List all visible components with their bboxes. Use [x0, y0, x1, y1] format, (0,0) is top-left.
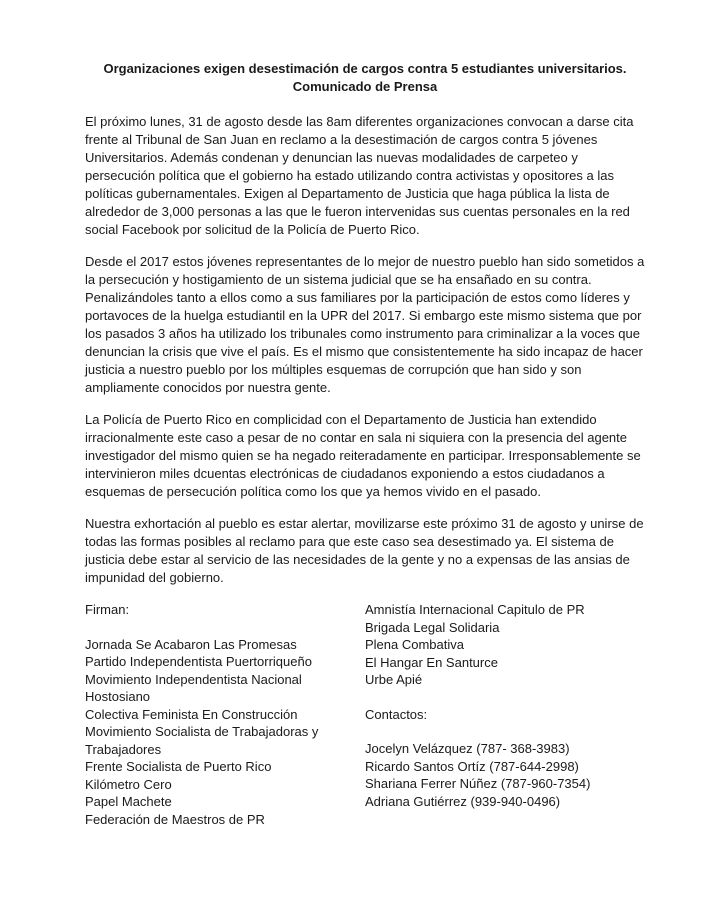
paragraph: Desde el 2017 estos jóvenes representantes de lo mejor de nuestro pueblo han sido sometidos a la persecución y hostigamiento de un sistema judicial que se ha ensañado en su contra. Penalizándoles tanto a ellos como a sus familiares por la participación de estos como líderes y portavoces de la huelga estudiantil en la UPR del 2017. Si embargo este mismo sistema que por los pasados 3 años ha utilizado los tribunales como instrumento para criminalizar a la voces que denuncian la crisis que vive el país. Es el mismo que consistentemente ha sido incapaz de hacer justicia a nuestro pueblo por los múltiples esquemas de corrupción que han sido y son ampliamente conocidos por nuestra gente.: [85, 254, 645, 395]
title-block: [85, 60, 645, 96]
signatory: Papel Machete: [85, 794, 172, 809]
signatory: Jornada Se Acabaron Las Promesas: [85, 636, 297, 652]
contact-item: Shariana Ferrer Núñez (787-960-7354): [365, 776, 591, 791]
contact-item: Jocelyn Velázquez (787- 368-3983): [365, 741, 570, 756]
signatory: Movimiento Socialista de Trabajadoras y: [85, 724, 319, 739]
signatories-heading: Firman:: [85, 602, 130, 617]
signatory: Movimiento Independentista Nacional: [85, 671, 302, 687]
signatory: Brigada Legal Solidaria: [365, 619, 500, 635]
paragraph: El próximo lunes, 31 de agosto desde las 8am diferentes organizaciones convocan a darse cita frente al Tribunal de San Juan en reclamo a la desestimación de cargos contra 5 jóvenes Universitarios. Además condenan y denuncian las nuevas modalidades de carpeteo y persecución política que el gobierno ha estado utilizando contra activistas y opositores a las políticas gubernamentales. Exigen al Departamento de Justicia que haga pública la lista de alrededor de 3,000 personas a las que le fueron intervenidas sus cuentas personales en la red social Facebook por solicitud de la Policía de Puerto Rico.: [85, 114, 634, 237]
signatory: Urbe Apié: [365, 672, 423, 687]
signatory: Partido Independentista Puertorriqueño: [85, 654, 312, 669]
signatories-right-column: [365, 601, 645, 828]
contacts-heading: Contactos:: [365, 706, 428, 722]
signature-section: [85, 601, 645, 828]
signatories-left-column: [85, 601, 355, 828]
contact-item: Ricardo Santos Ortíz (787-644-2998): [365, 758, 579, 774]
signatory: El Hangar En Santurce: [365, 654, 498, 670]
contact-item: Adriana Gutiérrez (939-940-0496): [365, 793, 561, 809]
headline: Organizaciones exigen desestimación de cargos contra 5 estudiantes universitarios.: [103, 61, 627, 76]
signatory: Amnistía Internacional Capitulo de PR: [365, 602, 585, 617]
signatory: Frente Socialista de Puerto Rico: [85, 759, 272, 774]
press-release: [85, 60, 645, 828]
paragraph: Nuestra exhortación al pueblo es estar alertar, movilizarse este próximo 31 de agosto y unirse de todas las formas posibles al reclamo para que este caso sea desestimado ya. El sistema de justicia debe estar al servicio de las necesidades de la gente y no a expensas de las ansias de impunidad del gobierno.: [85, 516, 644, 585]
signatory: Hostosiano: [85, 689, 151, 704]
signatory: Federación de Maestros de PR: [85, 811, 265, 827]
signatory: Kilómetro Cero: [85, 776, 172, 792]
subheadline: Comunicado de Prensa: [292, 79, 438, 94]
paragraph: La Policía de Puerto Rico en complicidad con el Departamento de Justicia han extendido irracionalmente este caso a pesar de no contar en sala ni siquiera con la presencia del agente investigador del mismo quien se ha negado reiteradamente en participar. Irresponsablemente se intervinieron miles dcuentas electrónicas de ciudadanos exponiendo a estos ciudadanos a esquemas de persecución política como los que ya hemos vivido en el pasado.: [85, 412, 641, 499]
signatory: Plena Combativa: [365, 637, 464, 652]
signatory: Colectiva Feminista En Construcción: [85, 706, 298, 722]
signatory: Trabajadores: [85, 741, 162, 757]
